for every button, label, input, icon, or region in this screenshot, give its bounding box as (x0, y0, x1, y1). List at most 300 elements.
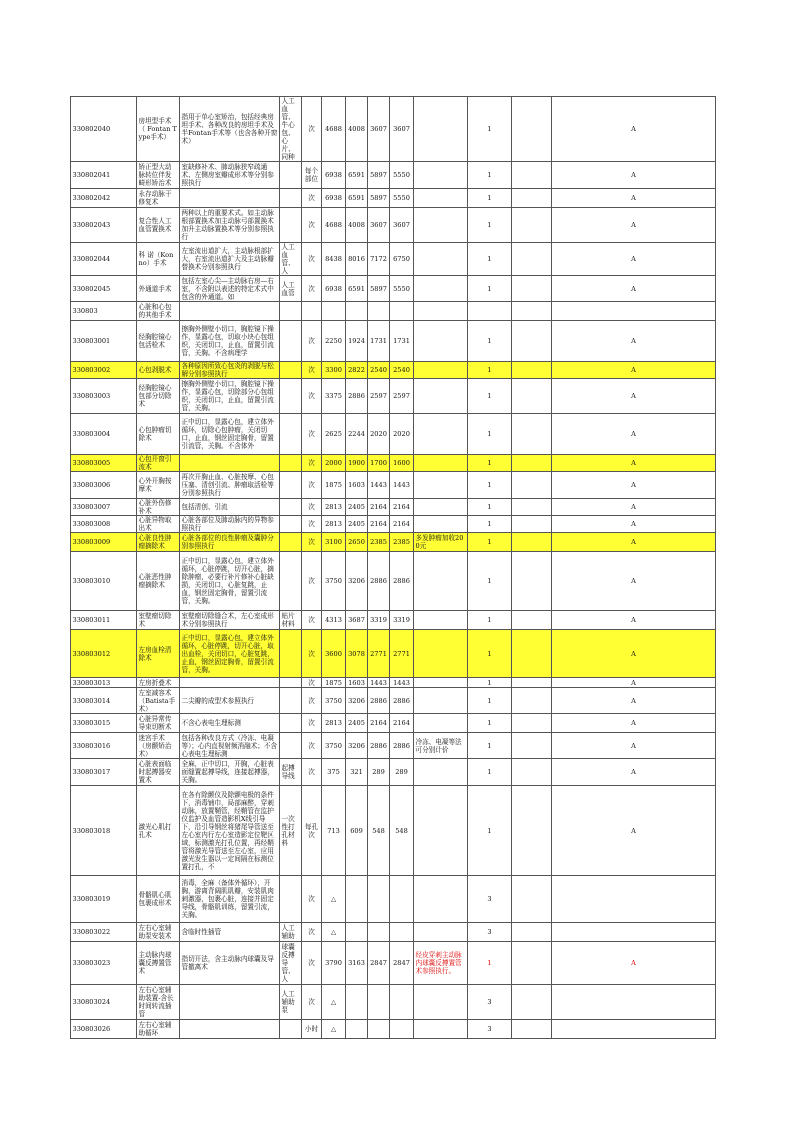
item-note (414, 97, 468, 162)
item-description: 室壁瘤切除缝合术，左心室成形术分别参照执行 (180, 611, 280, 630)
category-index: 1 (468, 189, 512, 208)
empty-column (512, 678, 552, 688)
item-description (180, 455, 280, 472)
item-code: 330803011 (71, 611, 137, 630)
item-code: 330802043 (71, 208, 137, 243)
payment-class: A (552, 455, 716, 472)
price-level-2: 6591 (346, 276, 368, 302)
item-description (180, 1020, 280, 1039)
pricing-unit: 次 (302, 759, 322, 786)
excluded-materials (280, 714, 302, 733)
payment-class: A (552, 472, 716, 499)
price-level-3: 2020 (368, 414, 390, 455)
price-level-4 (390, 985, 414, 1020)
item-description: 室缺修补术、肺动脉狭窄疏通术、左侧房室瓣成形术等分别参照执行 (180, 162, 280, 189)
category-index: 1 (468, 942, 512, 985)
excluded-materials (280, 208, 302, 243)
pricing-unit (302, 302, 322, 321)
price-level-2: 8016 (346, 243, 368, 276)
price-level-1: △ (322, 923, 346, 942)
excluded-materials (280, 302, 302, 321)
item-code: 330803 (71, 302, 137, 321)
table-row (71, 379, 716, 414)
item-note (414, 678, 468, 688)
payment-class: A (552, 942, 716, 985)
excluded-materials: 人工血管、牛心包、心片、同种 (280, 97, 302, 162)
price-level-3 (368, 876, 390, 923)
price-level-2: 2405 (346, 516, 368, 533)
price-level-1: 3100 (322, 533, 346, 552)
category-index: 3 (468, 923, 512, 942)
price-level-3: 1731 (368, 321, 390, 362)
item-description (180, 985, 280, 1020)
item-description: 正中切口，显露心包，建立体外循环，心脏停跳，切开心脏，取出血栓，关闭切口，心脏复跳，止血，钢丝固定胸骨，留置引流管，关胸。 (180, 630, 280, 678)
payment-class: A (552, 688, 716, 714)
item-name: 心外开胸按摩术 (137, 472, 180, 499)
category-index: 1 (468, 472, 512, 499)
empty-column (512, 630, 552, 678)
price-level-1: 3750 (322, 688, 346, 714)
item-name: 左右心室辅助装置-含长时间转流插管 (137, 985, 180, 1020)
excluded-materials (280, 499, 302, 516)
price-level-2: 3687 (346, 611, 368, 630)
empty-column (512, 552, 552, 611)
price-level-1: 3790 (322, 942, 346, 985)
excluded-materials (280, 162, 302, 189)
item-note: 经皮穿刺主动脉内球囊反搏置管术参照执行。 (414, 942, 468, 985)
price-level-4 (390, 1020, 414, 1039)
price-level-1: 2813 (322, 516, 346, 533)
item-description: 不含心表电生理标测 (180, 714, 280, 733)
empty-column (512, 97, 552, 162)
empty-column (512, 379, 552, 414)
payment-class (552, 1020, 716, 1039)
item-description (180, 678, 280, 688)
price-level-2: 1924 (346, 321, 368, 362)
price-level-4: 3607 (390, 97, 414, 162)
item-description: 包括清创、引流 (180, 499, 280, 516)
empty-column (512, 472, 552, 499)
item-code: 330803012 (71, 630, 137, 678)
price-level-3 (368, 302, 390, 321)
item-description: 在各有除颤仪及除颤电极的条件下，消毒铺巾，局部麻醉，穿刺动脉，放置鞘管，经鞘管在监护仪监护及血管造影机X线引导下，沿引导钢丝将猪尾导管送至左心室内行左心室造影定位靶区域，标测激光打孔位置，再经鞘管将激光导管送至左心室，应用激光发生器以一定间隔在标测位置打孔，不 (180, 786, 280, 876)
pricing-unit: 次 (302, 208, 322, 243)
payment-class: A (552, 243, 716, 276)
table-row (71, 786, 716, 876)
item-note (414, 876, 468, 923)
item-note (414, 208, 468, 243)
item-code: 330803001 (71, 321, 137, 362)
price-level-3: 2164 (368, 714, 390, 733)
empty-column (512, 786, 552, 876)
payment-class: A (552, 362, 716, 379)
excluded-materials: 人工血管 (280, 276, 302, 302)
item-description: 消毒，全麻（备体外循环），开胸，游离背阔肌肌瓣，安装肌肉刺激器，包裹心脏，连接并固定导线，骨骼肌训练，留置引流，关胸。 (180, 876, 280, 923)
item-description: 指用于单心室矫治，包括经典房坦手术、各种改良的房坦手术及半Fontan手术等（也含各种开窗术） (180, 97, 280, 162)
price-level-4: 2164 (390, 499, 414, 516)
price-level-2 (346, 1020, 368, 1039)
item-name: 心包剥脱术 (137, 362, 180, 379)
price-level-4: 1443 (390, 472, 414, 499)
item-code: 330803007 (71, 499, 137, 516)
table-row (71, 414, 716, 455)
item-description: 包括左室心尖—主动脉右房—右室，不含附以表述的特定术式中包含的外通道。如 (180, 276, 280, 302)
item-name: 心脏表面临时起搏器安置术 (137, 759, 180, 786)
price-level-4: 2597 (390, 379, 414, 414)
item-note (414, 276, 468, 302)
price-level-4: 548 (390, 786, 414, 876)
item-description: 指切开法，含主动脉内球囊及导管撤离术 (180, 942, 280, 985)
item-code: 330803024 (71, 985, 137, 1020)
pricing-unit: 次 (302, 472, 322, 499)
item-code: 330803014 (71, 688, 137, 714)
price-level-1: 6938 (322, 162, 346, 189)
empty-column (512, 516, 552, 533)
excluded-materials (280, 533, 302, 552)
item-description (180, 302, 280, 321)
price-level-2: 6591 (346, 162, 368, 189)
price-level-1: 3600 (322, 630, 346, 678)
table-row (71, 611, 716, 630)
payment-class: A (552, 611, 716, 630)
item-note (414, 714, 468, 733)
item-code: 330803015 (71, 714, 137, 733)
empty-column (512, 362, 552, 379)
item-note (414, 1020, 468, 1039)
price-level-4: 2886 (390, 552, 414, 611)
category-index: 1 (468, 630, 512, 678)
empty-column (512, 276, 552, 302)
item-name: 经胸腔镜心包部分切除术 (137, 379, 180, 414)
price-level-2 (346, 985, 368, 1020)
empty-column (512, 942, 552, 985)
pricing-unit: 次 (302, 552, 322, 611)
payment-class: A (552, 678, 716, 688)
item-note (414, 923, 468, 942)
item-code: 330803017 (71, 759, 137, 786)
pricing-unit: 次 (302, 611, 322, 630)
item-note (414, 243, 468, 276)
item-description: 含临时性插管 (180, 923, 280, 942)
empty-column (512, 923, 552, 942)
item-description: 两种以上的重要术式。如主动脉根部置换术加主动脉弓部置换术加升主动脉置换术等分别参照执行 (180, 208, 280, 243)
pricing-unit: 次 (302, 243, 322, 276)
table-row (71, 630, 716, 678)
pricing-unit: 每个部位 (302, 162, 322, 189)
price-level-1: 4688 (322, 97, 346, 162)
item-note (414, 630, 468, 678)
item-name: 科 诺（Konno）手术 (137, 243, 180, 276)
price-level-3: 3607 (368, 208, 390, 243)
item-name: 迷宫手术（房颤矫治术） (137, 733, 180, 759)
category-index: 3 (468, 985, 512, 1020)
table-row (71, 733, 716, 759)
category-index: 1 (468, 552, 512, 611)
empty-column (512, 414, 552, 455)
payment-class: A (552, 552, 716, 611)
item-name: 心脏恶性肿瘤摘除术 (137, 552, 180, 611)
payment-class: A (552, 162, 716, 189)
price-level-1: 3375 (322, 379, 346, 414)
pricing-unit: 次 (302, 714, 322, 733)
empty-column (512, 162, 552, 189)
payment-class: A (552, 759, 716, 786)
empty-column (512, 876, 552, 923)
pricing-unit: 次 (302, 455, 322, 472)
item-note (414, 455, 468, 472)
item-name: 经胸腔镜心包活检术 (137, 321, 180, 362)
payment-class: A (552, 321, 716, 362)
price-level-1: △ (322, 1020, 346, 1039)
price-level-1: 2250 (322, 321, 346, 362)
table-row (71, 942, 716, 985)
table-row (71, 714, 716, 733)
price-level-4: 5550 (390, 276, 414, 302)
category-index: 1 (468, 533, 512, 552)
pricing-unit: 次 (302, 499, 322, 516)
price-level-2: 2405 (346, 714, 368, 733)
price-level-3: 2385 (368, 533, 390, 552)
excluded-materials (280, 455, 302, 472)
item-code: 330803005 (71, 455, 137, 472)
empty-column (512, 688, 552, 714)
item-note (414, 321, 468, 362)
pricing-unit: 次 (302, 688, 322, 714)
excluded-materials: 人工血管、人 (280, 243, 302, 276)
item-name: 永存动脉干修复术 (137, 189, 180, 208)
table-row (71, 472, 716, 499)
payment-class: A (552, 208, 716, 243)
payment-class: A (552, 499, 716, 516)
item-note (414, 499, 468, 516)
item-name: 矫正型大动脉转位伴发畸形矫治术 (137, 162, 180, 189)
category-index: 3 (468, 1020, 512, 1039)
item-code: 330803009 (71, 533, 137, 552)
payment-class: A (552, 714, 716, 733)
price-level-3: 2886 (368, 688, 390, 714)
price-level-1: 8438 (322, 243, 346, 276)
empty-column (512, 533, 552, 552)
pricing-unit: 次 (302, 189, 322, 208)
item-code: 330803006 (71, 472, 137, 499)
price-level-1: 1875 (322, 678, 346, 688)
category-index: 1 (468, 97, 512, 162)
category-index: 1 (468, 208, 512, 243)
pricing-unit: 小时 (302, 1020, 322, 1039)
table-row (71, 759, 716, 786)
category-index: 1 (468, 321, 512, 362)
item-name: 左房血栓清除术 (137, 630, 180, 678)
category-index: 1 (468, 611, 512, 630)
empty-column (512, 208, 552, 243)
price-level-2 (346, 876, 368, 923)
price-level-3: 3319 (368, 611, 390, 630)
price-level-3: 2540 (368, 362, 390, 379)
item-description: 正中切口，显露心包，建立体外循环，心脏停跳，切开心脏，摘除肿瘤，必要行补片修补心脏缺损，关闭切口，心脏复跳，止血，钢丝固定胸骨，留置引流管，关胸。 (180, 552, 280, 611)
excluded-materials (280, 516, 302, 533)
item-code: 330803013 (71, 678, 137, 688)
item-note (414, 362, 468, 379)
price-level-4: 2771 (390, 630, 414, 678)
item-code: 330803010 (71, 552, 137, 611)
price-level-4: 1731 (390, 321, 414, 362)
price-level-3: 3607 (368, 97, 390, 162)
pricing-unit: 次 (302, 630, 322, 678)
item-code: 330802044 (71, 243, 137, 276)
item-note (414, 379, 468, 414)
price-level-3: 289 (368, 759, 390, 786)
table-row (71, 243, 716, 276)
price-level-3: 2164 (368, 499, 390, 516)
item-code: 330803026 (71, 1020, 137, 1039)
item-description: 左室流出道扩大，主动脉根部扩大，右室流出道扩大及主动脉瓣替换术分别参照执行 (180, 243, 280, 276)
item-name: 主动脉内球囊反搏置管术 (137, 942, 180, 985)
item-name: 复合性人工血管置换术 (137, 208, 180, 243)
price-level-4 (390, 876, 414, 923)
price-level-2: 2650 (346, 533, 368, 552)
price-level-1: 6938 (322, 276, 346, 302)
table-row (71, 189, 716, 208)
item-code: 330803019 (71, 876, 137, 923)
category-index: 1 (468, 362, 512, 379)
category-index: 1 (468, 678, 512, 688)
price-level-4: 2385 (390, 533, 414, 552)
item-note (414, 688, 468, 714)
price-level-4: 3319 (390, 611, 414, 630)
price-level-2 (346, 923, 368, 942)
item-name: 心脏外伤修补术 (137, 499, 180, 516)
price-level-2: 3206 (346, 688, 368, 714)
table-row (71, 97, 716, 162)
pricing-unit: 次 (302, 321, 322, 362)
item-description: 擦胸外侧壁小切口，胸腔镜下操作，显露心包，切除部分心包组织，关闭切口，止血，留置引流管，关胸。 (180, 379, 280, 414)
table-row (71, 533, 716, 552)
pricing-unit: 次 (302, 276, 322, 302)
pricing-unit: 次 (302, 923, 322, 942)
price-level-1: 3300 (322, 362, 346, 379)
pricing-unit: 每孔次 (302, 786, 322, 876)
price-level-2: 1603 (346, 472, 368, 499)
category-index: 1 (468, 733, 512, 759)
category-index: 1 (468, 759, 512, 786)
table-row (71, 876, 716, 923)
item-name: 骨骼肌心肌包裹成形术 (137, 876, 180, 923)
table-row (71, 552, 716, 611)
item-name: 心脏异常传导束切断术 (137, 714, 180, 733)
price-level-3: 1443 (368, 678, 390, 688)
price-level-1: 2625 (322, 414, 346, 455)
price-level-1: 2813 (322, 714, 346, 733)
item-description: 擦胸外侧壁小切口，胸腔镜下操作，显露心包，切取小块心包组织，关闭切口，止血，留置引流管，关胸。不含病理学 (180, 321, 280, 362)
price-level-2: 2822 (346, 362, 368, 379)
price-level-2: 3206 (346, 552, 368, 611)
table-row (71, 362, 716, 379)
item-description: 再次开胸止血、心脏按摩、心包压塞、清创引流、肿瘤取活检等分别参照执行 (180, 472, 280, 499)
empty-column (512, 714, 552, 733)
price-level-3: 1700 (368, 455, 390, 472)
price-level-1: 3750 (322, 733, 346, 759)
table-row (71, 276, 716, 302)
price-level-1: 4688 (322, 208, 346, 243)
item-name: 房坦型手术（ Fontan Type手术） (137, 97, 180, 162)
category-index: 1 (468, 379, 512, 414)
item-note (414, 414, 468, 455)
price-table (70, 96, 716, 1039)
table-row (71, 688, 716, 714)
price-level-1: 1875 (322, 472, 346, 499)
item-note (414, 302, 468, 321)
item-code: 330803016 (71, 733, 137, 759)
item-note (414, 786, 468, 876)
item-code: 330802045 (71, 276, 137, 302)
price-level-4: 5550 (390, 189, 414, 208)
pricing-unit: 次 (302, 516, 322, 533)
price-level-2: 4008 (346, 97, 368, 162)
item-name: 左室减容术（Batista手术） (137, 688, 180, 714)
item-code: 330802040 (71, 97, 137, 162)
price-level-4: 3607 (390, 208, 414, 243)
payment-class: A (552, 516, 716, 533)
category-index: 1 (468, 276, 512, 302)
excluded-materials (280, 733, 302, 759)
item-note (414, 759, 468, 786)
item-code: 330803023 (71, 942, 137, 985)
price-level-3: 2847 (368, 942, 390, 985)
excluded-materials (280, 678, 302, 688)
price-level-3: 7172 (368, 243, 390, 276)
item-name: 心脏异物取出术 (137, 516, 180, 533)
price-level-1: 2000 (322, 455, 346, 472)
excluded-materials (280, 414, 302, 455)
price-level-4: 5550 (390, 162, 414, 189)
pricing-unit: 次 (302, 379, 322, 414)
payment-class: A (552, 414, 716, 455)
item-code: 330803004 (71, 414, 137, 455)
category-index: 1 (468, 714, 512, 733)
price-level-3: 5897 (368, 162, 390, 189)
pricing-unit: 次 (302, 876, 322, 923)
price-level-2: 321 (346, 759, 368, 786)
price-level-1: △ (322, 985, 346, 1020)
table-row (71, 455, 716, 472)
payment-class: A (552, 630, 716, 678)
payment-class (552, 302, 716, 321)
price-level-3: 1443 (368, 472, 390, 499)
item-description: 心脏各部位的良性肿瘤及囊肿分别参照执行 (180, 533, 280, 552)
excluded-materials (280, 688, 302, 714)
category-index: 1 (468, 455, 512, 472)
item-note (414, 985, 468, 1020)
price-level-4: 2164 (390, 516, 414, 533)
price-level-4: 2847 (390, 942, 414, 985)
price-level-2: 2405 (346, 499, 368, 516)
price-level-1: 375 (322, 759, 346, 786)
item-name: 心包肿瘤切除术 (137, 414, 180, 455)
price-level-3: 2597 (368, 379, 390, 414)
empty-column (512, 759, 552, 786)
item-code: 330802041 (71, 162, 137, 189)
excluded-materials (280, 1020, 302, 1039)
item-name: 激光心肌打孔术 (137, 786, 180, 876)
price-level-3: 5897 (368, 189, 390, 208)
item-name: 心脏和心包的其他手术 (137, 302, 180, 321)
price-level-1: 713 (322, 786, 346, 876)
price-level-4: 1600 (390, 455, 414, 472)
price-level-4 (390, 923, 414, 942)
empty-column (512, 189, 552, 208)
item-name: 左右心室辅助循环 (137, 1020, 180, 1039)
item-note: 冷冻、电凝等法可分别计价 (414, 733, 468, 759)
